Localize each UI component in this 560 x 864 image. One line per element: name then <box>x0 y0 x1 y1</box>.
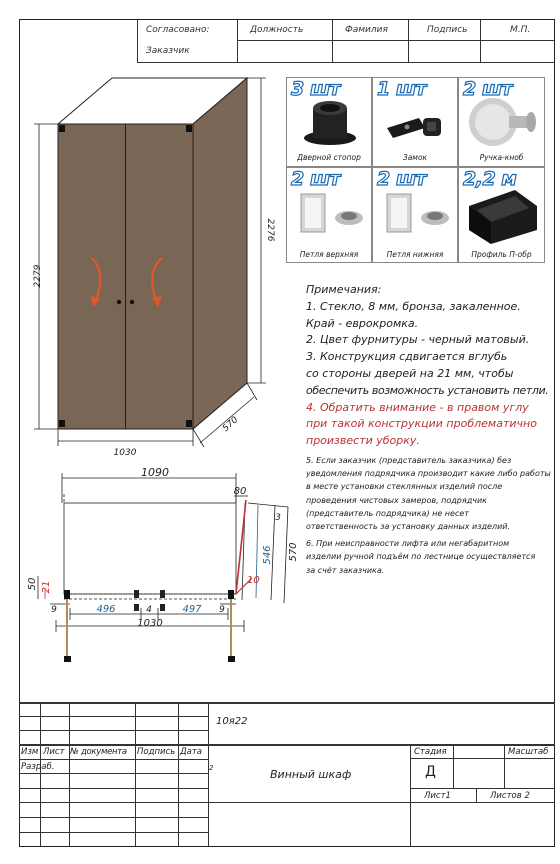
note-line: со стороны дверей на 21 мм, чтобы <box>306 366 514 380</box>
note-5-line: уведомления подрядчика производит какие либо работы <box>306 469 551 479</box>
hardware-caption: Петля нижняя <box>386 250 444 259</box>
col-document: № документа <box>70 747 127 757</box>
plan-left-offset: 21 <box>41 580 52 594</box>
hardware-qty: 2 шт <box>377 168 427 190</box>
hardware-qty: 1 шт <box>377 78 427 100</box>
position-column: Должность <box>250 25 304 35</box>
hardware-qty: 2,2 м <box>463 168 517 190</box>
stage-value: Д <box>425 764 436 780</box>
plan-top-width: 1090 <box>141 466 169 479</box>
plan-side-inner: 546 <box>262 545 273 565</box>
col-sheet: Лист <box>43 747 65 757</box>
customer-label: Заказчик <box>146 46 190 56</box>
note-6-line: изделии ручной подъём по лестнице осуществляется <box>306 552 536 562</box>
warning-line: 4. Обратить внимание - в правом углу <box>306 400 529 414</box>
plan-side-small: 3 <box>275 513 281 523</box>
door-left-open <box>66 599 68 659</box>
stage-label: Стадия <box>414 747 447 757</box>
surname-column: Фамилия <box>345 25 388 35</box>
note-line: обеспечить возможность установить петли. <box>306 383 549 397</box>
note-5-line: ответственность за установку данных изделий. <box>306 521 511 531</box>
note-5-line: в месте установки стеклянных изделий после <box>306 482 503 492</box>
plan-left-gap: 9 <box>51 605 57 615</box>
hardware-qty: 2 шт <box>291 168 341 190</box>
stamp-column: М.П. <box>510 25 531 35</box>
height-front-label: 2279 <box>33 264 43 288</box>
plan-left-height: 50 <box>27 577 38 591</box>
plan-door-left: 496 <box>96 604 116 615</box>
order-number: 10я22 <box>216 716 248 727</box>
door-right-open <box>230 599 232 659</box>
hardware-caption: Петля верхняя <box>299 250 359 259</box>
sheet-label: Лист1 <box>424 791 451 801</box>
note-line: 2. Цвет фурнитуры - черный матовый. <box>306 333 530 347</box>
small-mark: 2 <box>209 764 214 772</box>
hardware-caption: Дверной стопор <box>297 153 361 162</box>
plan-offset: 10 <box>247 575 260 586</box>
hinge-right <box>228 590 234 599</box>
developer-label: Разраб. <box>21 762 55 772</box>
note-5-line: проведения чистовых замеров, подрядчик <box>306 495 487 505</box>
side-glass-line <box>236 500 246 594</box>
plan-corner: 80 <box>233 486 247 497</box>
hardware-caption: Ручка-кноб <box>479 153 524 162</box>
note-5-line: 5. Если заказчик (представитель заказчика) без <box>306 455 512 465</box>
warning-line: произвести уборку. <box>306 434 420 448</box>
hardware-caption: Замок <box>402 153 428 162</box>
col-signature: Подпись <box>137 747 176 757</box>
warning-line: при такой конструкции проблематично <box>306 417 537 431</box>
hardware-qty: 3 шт <box>291 78 341 100</box>
note-6-line: за счёт заказчика. <box>306 565 385 575</box>
hinge-left <box>64 590 70 599</box>
note-line: 1. Стекло, 8 мм, бронза, закаленное. <box>306 299 521 313</box>
height-back-label: 2276 <box>265 218 275 242</box>
col-date: Дата <box>180 747 203 757</box>
scale-label: Масштаб <box>508 747 549 757</box>
note-line: 3. Конструкция сдвигается вглубь <box>306 350 508 364</box>
note-6-line: 6. При неисправности лифта или негабаритном <box>306 539 510 549</box>
notes-title: Примечания: <box>306 283 382 296</box>
plan-bottom-width: 1030 <box>137 618 163 629</box>
col-change: Изм <box>21 747 39 757</box>
plan-door-right: 497 <box>182 604 202 615</box>
sheets-label: Листов 2 <box>490 791 530 801</box>
signature-column: Подпись <box>427 25 468 35</box>
width-label: 1030 <box>113 448 137 458</box>
product-name: Винный шкаф <box>270 768 352 781</box>
approved-label: Согласовано: <box>146 25 210 35</box>
depth-label: 570 <box>220 415 241 434</box>
plan-right-gap: 9 <box>219 605 225 615</box>
hardware-caption: Профиль П-обр <box>471 250 532 259</box>
note-line: Край - еврокромка. <box>306 316 419 330</box>
plan-mid-gap: 4 <box>146 605 152 615</box>
note-5-line: (представитель подрядчика) не несет <box>306 508 469 518</box>
hardware-qty: 2 шт <box>463 78 513 100</box>
plan-side-outer: 570 <box>288 542 299 562</box>
